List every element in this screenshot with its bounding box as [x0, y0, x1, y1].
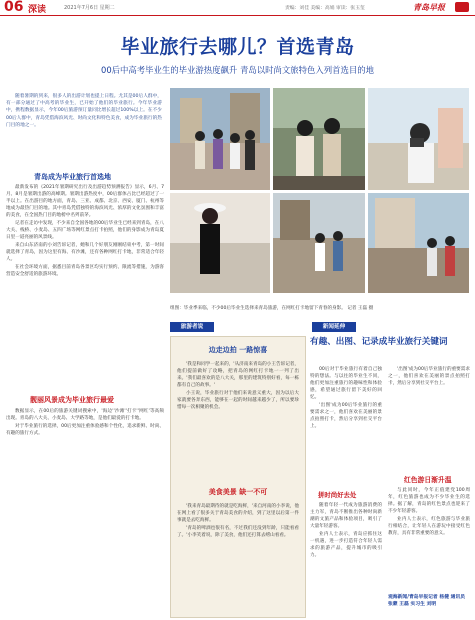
section-name: 深读 — [28, 5, 47, 15]
middle-column-box — [170, 336, 306, 618]
section1-para-3: 来自山东济南的小刘告诉记者，她和几个好朋友刚刚结束中考，第一时间就选择了青岛，因为这里有海、有沙滩，还有各种网红打卡地，非常适合年轻人。 — [6, 243, 164, 262]
editor-credits: 责编：刘佳 美编：高娟 审读：张玉玺 — [285, 6, 365, 11]
logo-mark-icon — [455, 2, 469, 12]
paper-logo: 青岛早报 — [413, 3, 445, 12]
middle-subtitle: 美食美景 缺一不可 — [208, 488, 268, 496]
top-bar — [0, 0, 475, 16]
section3-byline: 观海新闻/青岛早报记者 杨健 通讯员 张蒙 王磊 实习生 刘明 — [388, 595, 466, 607]
lead-text: 随着暑期的到来，很多人的出游计划也提上日程。尤其是00后人群中，有一部分通过了中高考的毕业生，已开始了他们的毕业旅行。今年毕业游中，携程数据显示，今年00后旅游预订量同比增长超过100%以上。在不少00后人群中，青岛凭借海滨风光、时尚文化和特色美食，成为毕业旅行的热门目的地之一。 — [6, 94, 162, 128]
section1-sub-para-2: 对于毕业旅行的选择，00后更加注重体验感和个性化，追求新鲜、时尚、有趣的旅行方式。 — [6, 424, 164, 436]
middle-body — [177, 361, 299, 481]
middle-sub-para-1: '我来青岛最期待的就是吃海鲜，'来自河南的小李说，他在网上看了很多关于青岛美食的介绍，到了这里以后第一件事就是去吃海鲜。 — [177, 504, 299, 523]
photo-caption: 组图：毕业季来临，不少00后毕业生选择来青岛旅游，在网红打卡地留下青春的身影。 记者 王磊 摄 — [170, 306, 374, 311]
label-traveler-says: 旅游者说 — [170, 322, 214, 332]
lead-paragraph — [6, 93, 162, 159]
section1-subtitle: 靓丽风景成为毕业旅行最爱 — [30, 396, 114, 404]
page-number: 06 — [4, 0, 24, 15]
section3-para-1: 与此同时，今年正值建党100周年，红色旅游也成为不少毕业生的选择。据了解，青岛的红色景点也迎来了不少年轻游客。 — [388, 488, 470, 514]
section1-para-1: 最新发布的《2021年暑期研究出行及出游趋势预测报告》显示，6月、7月、8月是暑期出游的高峰期。暑期出游热度中，00后群体占比已经超过了一半以上。在出游目的地方面，青岛、三亚、成都、北京、西安、厦门、杭州等地成为最热门目的地。其中青岛凭借独特的海滨风光、浓厚的文化氛围和丰富的美食，在全国热门目的地榜中名列前茅。 — [6, 185, 164, 218]
section2-title: 有趣、出图、记录成毕业旅行关键词 — [310, 337, 448, 347]
middle-sub-para-2: '青岛的啤酒也很有名，不过我们还没到年龄，只能看看了。'小李笑着说，除了美食，他们还打算去崂山看看。 — [177, 526, 299, 538]
middle-para-1: '我是和同学一起来的，'从济南来青岛的小王告诉记者，他们提前做好了攻略，把青岛的网红打卡地一一列了出来。'我们最喜欢的是八大关，那里的建筑特别好看，每一栋都有自己的故事。' — [177, 362, 299, 388]
section2-subtitle: 拼时尚好去处 — [318, 491, 357, 499]
headline-subtitle: 00后中高考毕业生的毕业游热度飙升 青岛以时尚文旅特色入列首选目的地 — [101, 65, 374, 75]
section2-extra-body — [388, 366, 470, 486]
photo-collage-graphic — [170, 88, 469, 303]
section1-body — [6, 184, 164, 380]
section2-para-1: 00后对于毕业旅行有着自己独特的想法。与以往的毕业生不同，他们更加注重旅行的趣味性和体验感，希望通过旅行留下美好的回忆。 — [310, 367, 382, 400]
label-news-extension: 新闻延伸 — [312, 322, 356, 332]
middle-sub-body — [177, 503, 299, 613]
section1-title: 青岛成为毕业旅行首选地 — [34, 173, 111, 181]
section2-extra-para: '出图'成为00后毕业旅行的重要需求之一，他们喜欢在美丽的景点拍照打卡，然后分享到社交平台上。 — [388, 367, 470, 386]
section2-body — [310, 366, 382, 486]
section3-body — [388, 487, 470, 591]
middle-para-2: 小王说，毕业旅行对于他们来说意义重大，因为以后大家就要各奔东西，能够在一起的时间越来越少了，所以要珍惜每一次相聚的机会。 — [177, 391, 299, 410]
section2-sub-body — [310, 502, 382, 616]
section1-para-2: 记者在走访中发现，不少来自全国各地的00后毕业生已经来到青岛，在八大关、栈桥、小麦岛、五四广场等网红景点打卡拍照，他们的身影成为青岛夏日里一道亮丽的风景线。 — [6, 221, 164, 240]
middle-title: 边走边拍 一路惊喜 — [208, 346, 268, 354]
section2-sub-para-1: 随着年轻一代成为旅游消费的主力军，青岛不断推出各种时尚新潮的文旅产品和体验项目，吸引了大量年轻游客。 — [310, 503, 382, 529]
section2-sub-para-2: 业内人士表示，青岛应抓住这一机遇，进一步打造符合年轻人需求的旅游产品，提升城市的吸引力。 — [310, 532, 382, 558]
section1-sub-body — [6, 408, 164, 616]
headline: 毕业旅行去哪儿？首选青岛 — [120, 36, 355, 58]
issue-date: 2021年7月6日 星期二 — [64, 5, 115, 11]
section1-sub-para-1: 数据显示，在00后的旅游关键词搜索中，'海边''沙滩''打卡''网红'等高频出现。青岛的八大关、小麦岛、大学路等地，是他们最爱的打卡地。 — [6, 409, 164, 421]
photo-collage — [170, 88, 469, 303]
section2-para-2: '出图'成为00后毕业旅行的重要需求之一，他们喜欢在美丽的景点拍照打卡，然后分享到社交平台上。 — [310, 403, 382, 429]
section3-title: 红色游日渐升温 — [404, 476, 452, 484]
section1-para-4: 在社会环境方面，据悉目前青岛各景区均实行预约、限流等措施，为游客营造安全舒适的旅游环境。 — [6, 265, 164, 277]
section3-para-2: 业内人士表示，红色旅游与毕业旅行相结合，让年轻人在游玩中接受红色教育，具有非常重要的意义。 — [388, 517, 470, 536]
